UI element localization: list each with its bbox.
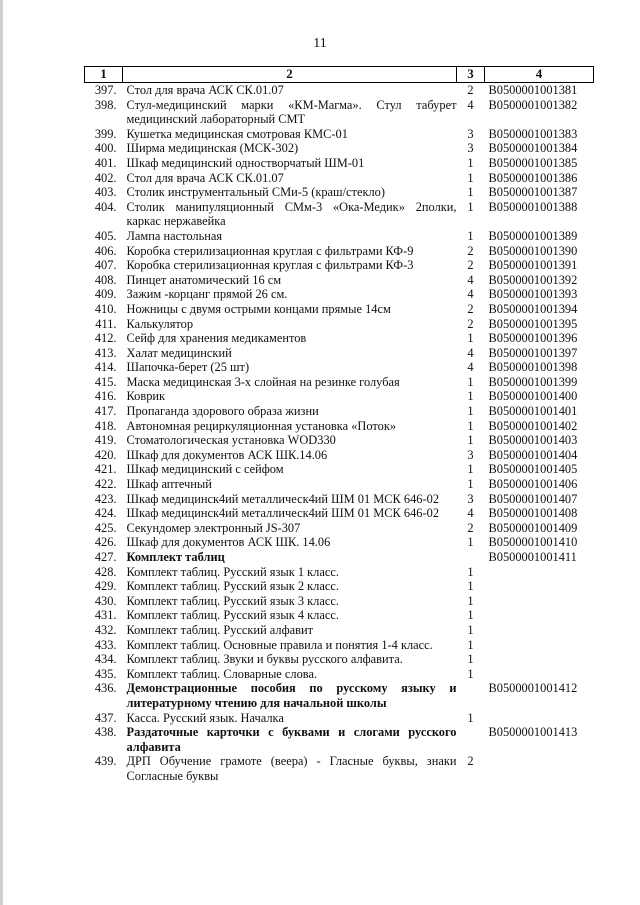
row-name: Шкаф для документов АСК ШК. 14.06 [126, 535, 331, 550]
row-quantity [457, 725, 485, 754]
row-name: Ножницы с двумя острыми концами прямые 14см [126, 301, 391, 316]
row-name: Секундомер электронный JS-307 [126, 520, 301, 535]
row-quantity: 1 [467, 579, 474, 594]
row-code [485, 667, 594, 682]
row-name: Пинцет анатомический 16 см [126, 272, 282, 287]
row-number: 413. [94, 345, 117, 360]
table-row [85, 273, 594, 288]
row-number: 402. [94, 170, 117, 185]
row-code: B0500001001411 [488, 550, 577, 564]
row-name: Раздаточные карточки с буквами и слогами русского алфавита [126, 725, 457, 754]
row-code: B0500001001410 [488, 535, 578, 550]
row-number: 405. [94, 228, 117, 243]
table-row [85, 506, 594, 521]
row-quantity: 2 [467, 258, 474, 273]
row-quantity [457, 550, 485, 565]
row-name: Демонстрационные пособия по русскому языку и литературному чтению для начальной школы [126, 681, 457, 710]
row-number: 398. [94, 97, 117, 112]
table-row [85, 229, 594, 244]
table-row [85, 608, 594, 623]
row-number: 424. [94, 506, 117, 521]
row-name: Коробка стерилизационная круглая с фильтрами КФ-3 [126, 258, 414, 273]
row-number: 430. [94, 593, 117, 608]
row-code [485, 565, 594, 580]
row-code: B0500001001399 [488, 374, 578, 389]
table-row [85, 331, 594, 346]
row-quantity: 1 [467, 637, 474, 652]
row-code [485, 754, 594, 783]
row-name: Пропаганда здорового образа жизни [126, 404, 319, 419]
table-row [85, 389, 594, 404]
row-code: B0500001001401 [488, 404, 578, 419]
row-code: B0500001001407 [488, 491, 578, 506]
row-code: B0500001001402 [488, 418, 578, 433]
row-quantity: 3 [467, 126, 474, 141]
row-quantity: 1 [467, 199, 474, 214]
row-code: B0500001001389 [488, 228, 578, 243]
row-name: Шкаф медицинский с сейфом [126, 462, 284, 477]
row-quantity: 1 [467, 228, 474, 243]
row-code: B0500001001388 [488, 199, 578, 214]
row-name: Сейф для хранения медикаментов [126, 331, 307, 346]
row-name: Лампа настольная [126, 228, 223, 243]
row-quantity: 1 [467, 331, 474, 346]
row-number: 433. [94, 637, 117, 652]
table-row [85, 141, 594, 156]
row-quantity: 2 [467, 754, 474, 769]
row-number: 408. [94, 272, 117, 287]
row-code [485, 652, 594, 667]
row-code [485, 594, 594, 609]
table-row [85, 200, 594, 229]
row-quantity: 1 [467, 462, 474, 477]
row-name: Комплект таблиц. Звуки и буквы русского алфавита. [126, 652, 403, 667]
row-code [485, 579, 594, 594]
row-quantity: 4 [467, 506, 474, 521]
header-name: 2 [123, 67, 457, 83]
table-row [85, 346, 594, 361]
row-number: 399. [94, 126, 117, 141]
table-row [85, 404, 594, 419]
row-number: 435. [94, 666, 117, 681]
row-code: B0500001001395 [488, 316, 578, 331]
row-number: 416. [94, 389, 117, 404]
row-code: B0500001001405 [488, 462, 578, 477]
scan-edge [0, 0, 3, 905]
row-code: B0500001001381 [488, 83, 578, 97]
row-quantity: 3 [467, 491, 474, 506]
row-number: 436. [94, 681, 117, 696]
table-row [85, 462, 594, 477]
header-code: 4 [485, 67, 594, 83]
row-quantity: 4 [467, 345, 474, 360]
row-number: 407. [94, 258, 117, 273]
row-number: 406. [94, 243, 117, 258]
row-name: Маска медицинская 3-х слойная на резинке голубая [126, 374, 400, 389]
row-number: 425. [94, 520, 117, 535]
row-code: B0500001001386 [488, 170, 578, 185]
table-row [85, 754, 594, 783]
table-row [85, 711, 594, 726]
inventory-table [84, 66, 594, 784]
row-name: Комплект таблиц [126, 550, 225, 564]
table-row [85, 667, 594, 682]
row-name: Автономная рециркуляционная установка «Поток» [126, 418, 397, 433]
row-name: ДРП Обучение грамоте (веера) - Гласные буквы, знаки Согласные буквы [126, 754, 457, 783]
row-quantity: 1 [467, 185, 474, 200]
row-name: Комплект таблиц. Русский алфавит [126, 622, 314, 637]
row-code: B0500001001400 [488, 389, 578, 404]
table-row [85, 448, 594, 463]
row-quantity [457, 681, 485, 710]
row-quantity: 1 [467, 564, 474, 579]
row-name: Комплект таблиц. Русский язык 1 класс. [126, 564, 339, 579]
row-quantity: 1 [467, 155, 474, 170]
row-number: 409. [94, 287, 117, 302]
row-name: Стоматологическая установка WOD330 [126, 433, 336, 448]
row-name: Комплект таблиц. Русский язык 2 класс. [126, 579, 339, 594]
row-code [485, 638, 594, 653]
row-number: 412. [94, 331, 117, 346]
row-name: Халат медицинский [126, 345, 232, 360]
row-quantity: 1 [467, 477, 474, 492]
row-code: B0500001001412 [488, 681, 578, 696]
table-row [85, 521, 594, 536]
row-code: B0500001001404 [488, 447, 578, 462]
table-body [85, 83, 594, 784]
row-number: 426. [94, 535, 117, 550]
table-row [85, 360, 594, 375]
row-name: Комплект таблиц. Основные правила и понятия 1-4 класс. [126, 637, 433, 652]
table-row [85, 550, 594, 565]
row-quantity: 4 [467, 272, 474, 287]
row-number: 421. [94, 462, 117, 477]
row-name: Калькулятор [126, 316, 194, 331]
header-number: 1 [85, 67, 123, 83]
row-code: B0500001001409 [488, 520, 578, 535]
row-quantity: 1 [467, 666, 474, 681]
row-quantity: 1 [467, 418, 474, 433]
row-quantity: 2 [467, 316, 474, 331]
table-row [85, 375, 594, 390]
table-row [85, 579, 594, 594]
table-row [85, 244, 594, 259]
row-number: 439. [94, 754, 117, 769]
row-code: B0500001001403 [488, 433, 578, 448]
row-quantity: 1 [467, 593, 474, 608]
row-number: 397. [94, 83, 117, 97]
row-number: 434. [94, 652, 117, 667]
row-quantity: 1 [467, 652, 474, 667]
row-quantity: 2 [467, 243, 474, 258]
row-code: B0500001001384 [488, 141, 578, 156]
row-code: B0500001001390 [488, 243, 578, 258]
table-row [85, 171, 594, 186]
row-name: Шкаф медицинский одностворчатый ШМ-01 [126, 155, 365, 170]
row-quantity: 1 [467, 608, 474, 623]
row-code: B0500001001406 [488, 477, 578, 492]
table-row [85, 652, 594, 667]
row-quantity: 1 [467, 170, 474, 185]
table-row [85, 535, 594, 550]
table-row [85, 594, 594, 609]
table-row [85, 127, 594, 142]
row-number: 432. [94, 622, 117, 637]
row-code: B0500001001387 [488, 185, 578, 200]
row-number: 419. [94, 433, 117, 448]
row-number: 422. [94, 477, 117, 492]
table-row [85, 565, 594, 580]
row-number: 400. [94, 141, 117, 156]
table-row [85, 433, 594, 448]
row-code: B0500001001396 [488, 331, 578, 346]
row-quantity: 1 [467, 433, 474, 448]
row-name: Коробка стерилизационная круглая с фильтрами КФ-9 [126, 243, 414, 258]
row-name: Стол для врача АСК СК.01.07 [126, 170, 284, 185]
row-name: Шапочка-берет (25 шт) [126, 360, 250, 375]
row-code: B0500001001382 [488, 97, 578, 112]
row-quantity: 3 [467, 141, 474, 156]
row-code: B0500001001391 [488, 258, 578, 273]
table-row [85, 185, 594, 200]
row-number: 420. [94, 447, 117, 462]
table-header-row [85, 67, 594, 83]
row-code: B0500001001385 [488, 155, 578, 170]
table-row [85, 287, 594, 302]
row-number: 414. [94, 360, 117, 375]
header-quantity: 3 [457, 67, 485, 83]
row-number: 415. [94, 374, 117, 389]
row-number: 428. [94, 564, 117, 579]
table-row [85, 302, 594, 317]
table-row [85, 156, 594, 171]
row-code [485, 711, 594, 726]
row-number: 411. [95, 316, 117, 331]
row-number: 427. [94, 550, 117, 564]
row-code: B0500001001393 [488, 287, 578, 302]
row-quantity: 2 [467, 301, 474, 316]
row-quantity: 2 [467, 520, 474, 535]
row-code: B0500001001392 [488, 272, 578, 287]
row-number: 437. [94, 710, 117, 725]
row-name: Касса. Русский язык. Началка [126, 710, 284, 725]
row-quantity: 1 [467, 389, 474, 404]
table-row [85, 623, 594, 638]
row-quantity: 4 [467, 360, 474, 375]
row-number: 410. [94, 301, 117, 316]
row-number: 404. [94, 199, 117, 214]
row-name: Зажим -корцанг прямой 26 см. [126, 287, 288, 302]
table-row [85, 317, 594, 332]
row-number: 417. [94, 404, 117, 419]
row-name: Комплект таблиц. Словарные слова. [126, 666, 318, 681]
row-name: Шкаф медицинск4ий металлическ4ий ШМ 01 МСК 646-02 [126, 506, 440, 521]
table-row [85, 492, 594, 507]
row-name: Ширма медицинская (МСК-302) [126, 141, 299, 156]
row-code [485, 608, 594, 623]
row-code: B0500001001383 [488, 126, 578, 141]
row-quantity: 4 [467, 287, 474, 302]
row-name: Комплект таблиц. Русский язык 4 класс. [126, 608, 339, 623]
row-name: Комплект таблиц. Русский язык 3 класс. [126, 593, 339, 608]
row-name: Кушетка медицинская смотровая КМС-01 [126, 126, 348, 141]
table-row [85, 98, 594, 127]
row-name: Стул-медицинский марки «КМ-Магма». Стул табурет медицинский лабораторный СМТ [126, 97, 457, 127]
row-code: B0500001001398 [488, 360, 578, 375]
row-quantity: 1 [467, 374, 474, 389]
row-quantity: 4 [467, 97, 474, 112]
row-quantity: 1 [467, 710, 474, 725]
row-name: Шкаф аптечный [126, 477, 212, 492]
row-code [485, 623, 594, 638]
row-name: Стол для врача АСК СК.01.07 [126, 83, 284, 97]
row-name: Столик инструментальный СМи-5 (краш/стекло) [126, 185, 385, 200]
table-row [85, 83, 594, 98]
row-quantity: 1 [467, 622, 474, 637]
table-row [85, 419, 594, 434]
row-code: B0500001001413 [488, 725, 578, 740]
row-name: Коврик [126, 389, 166, 404]
row-quantity: 1 [467, 535, 474, 550]
table-row [85, 638, 594, 653]
row-number: 403. [94, 185, 117, 200]
table-row [85, 725, 594, 754]
row-number: 423. [94, 491, 117, 506]
row-code: B0500001001394 [488, 301, 578, 316]
row-number: 401. [94, 155, 117, 170]
row-name: Шкаф для документов АСК ШК.14.06 [126, 447, 328, 462]
table-row [85, 681, 594, 710]
table-row [85, 258, 594, 273]
row-number: 431. [94, 608, 117, 623]
row-number: 429. [94, 579, 117, 594]
row-code: B0500001001397 [488, 345, 578, 360]
row-number: 438. [94, 725, 117, 740]
row-code: B0500001001408 [488, 506, 578, 521]
row-number: 418. [94, 418, 117, 433]
row-quantity: 2 [467, 83, 474, 97]
row-quantity: 3 [467, 447, 474, 462]
row-name: Шкаф медицинск4ий металлическ4ий ШМ 01 МСК 646-02 [126, 491, 440, 506]
page-number: 11 [313, 36, 327, 51]
table-row [85, 477, 594, 492]
row-quantity: 1 [467, 404, 474, 419]
row-name: Столик манипуляционный СМм-3 «Ока-Медик» 2полки, каркас нержавейка [126, 199, 457, 229]
